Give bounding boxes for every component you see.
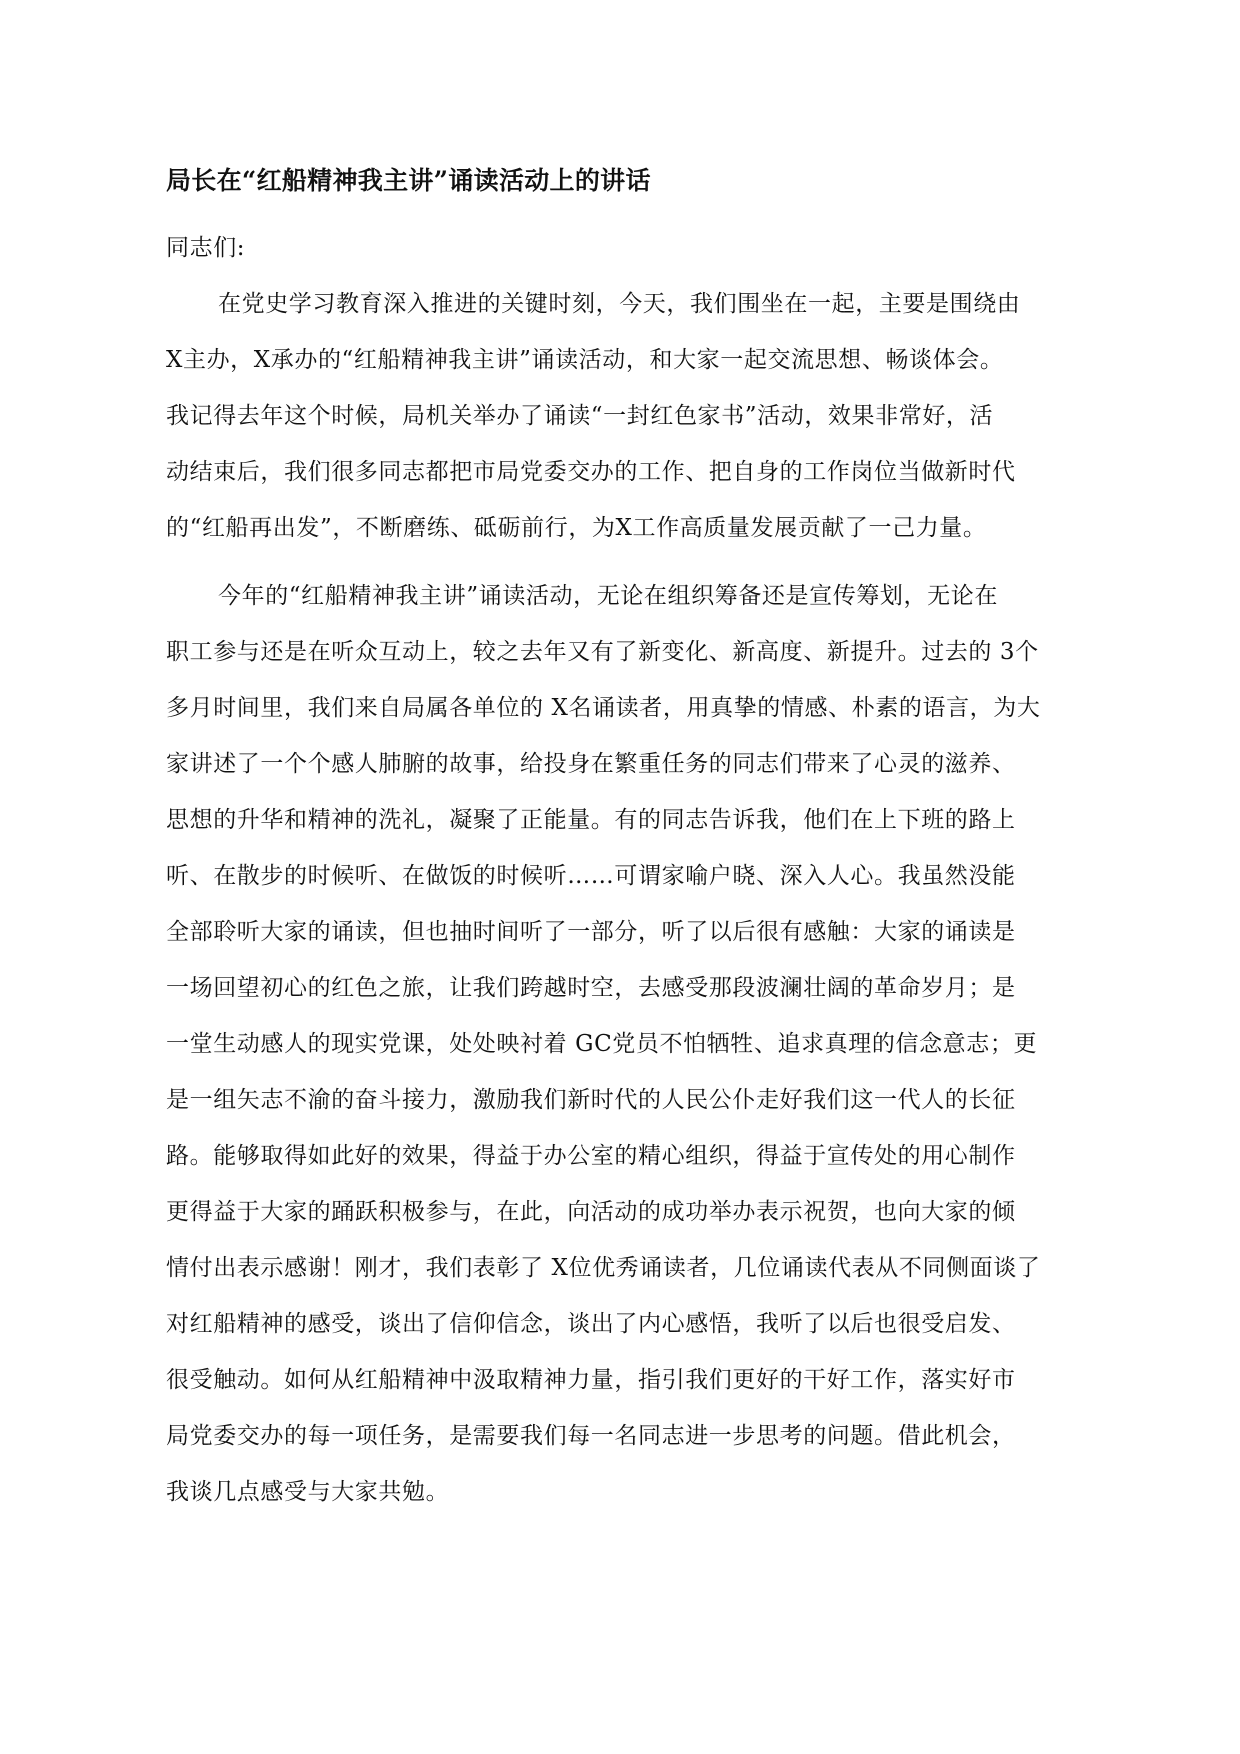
paragraph-line: 是一组矢志不渝的奋斗接力，激励我们新时代的人民公仆走好我们这一代人的长征 xyxy=(166,1087,1016,1113)
paragraph-line: 今年的“红船精神我主讲”诵读活动，无论在组织筹备还是宣传筹划，无论在 xyxy=(218,583,998,609)
paragraph-line: 思想的升华和精神的洗礼，凝聚了正能量。有的同志告诉我，他们在上下班的路上 xyxy=(166,807,1016,833)
salutation: 同志们: xyxy=(166,235,246,261)
paragraph-line: 听、在散步的时候听、在做饭的时候听……可谓家喻户晓、深入人心。我虽然没能 xyxy=(166,863,1016,889)
paragraph-line: 我谈几点感受与大家共勉。 xyxy=(166,1479,450,1505)
paragraph-line: 的“红船再出发”，不断磨练、砥砺前行，为X工作高质量发展贡献了一己力量。 xyxy=(166,515,987,541)
paragraph-line: 全部聆听大家的诵读，但也抽时间听了一部分，听了以后很有感触：大家的诵读是 xyxy=(166,919,1016,945)
paragraph-line: 局党委交办的每一项任务，是需要我们每一名同志进一步思考的问题。借此机会， xyxy=(166,1423,1016,1449)
paragraph-line: 路。能够取得如此好的效果，得益于办公室的精心组织，得益于宣传处的用心制作 xyxy=(166,1143,1016,1169)
paragraph-line: 一堂生动感人的现实党课，处处映衬着 GC党员不怕牺牲、追求真理的信念意志；更 xyxy=(166,1031,1038,1057)
document-title: 局长在“红船精神我主讲”诵读活动上的讲话 xyxy=(166,166,651,195)
paragraph-line: 一场回望初心的红色之旅，让我们跨越时空，去感受那段波澜壮阔的革命岁月；是 xyxy=(166,975,1016,1001)
paragraph-line: 情付出表示感谢！刚才，我们表彰了 X位优秀诵读者，几位诵读代表从不同侧面谈了 xyxy=(166,1255,1041,1281)
paragraph-line: 家讲述了一个个感人肺腑的故事，给投身在繁重任务的同志们带来了心灵的滋养、 xyxy=(166,751,1016,777)
paragraph-line: 动结束后，我们很多同志都把市局党委交办的工作、把自身的工作岗位当做新时代 xyxy=(166,459,1016,485)
paragraph-line: 更得益于大家的踊跃积极参与，在此，向活动的成功举办表示祝贺，也向大家的倾 xyxy=(166,1199,1016,1225)
paragraph-line: 对红船精神的感受，谈出了信仰信念，谈出了内心感悟，我听了以后也很受启发、 xyxy=(166,1311,1016,1337)
paragraph-line: 多月时间里，我们来自局属各单位的 X名诵读者，用真挚的情感、朴素的语言，为大 xyxy=(166,695,1041,721)
paragraph-line: X主办，X承办的“红船精神我主讲”诵读活动，和大家一起交流思想、畅谈体会。 xyxy=(166,347,1004,373)
paragraph-line: 很受触动。如何从红船精神中汲取精神力量，指引我们更好的干好工作，落实好市 xyxy=(166,1367,1016,1393)
paragraph-line: 在党史学习教育深入推进的关键时刻，今天，我们围坐在一起，主要是围绕由 xyxy=(218,291,1021,317)
paragraph-line: 职工参与还是在听众互动上，较之去年又有了新变化、新高度、新提升。过去的 3个 xyxy=(166,639,1039,665)
paragraph-line: 我记得去年这个时候，局机关举办了诵读“一封红色家书”活动，效果非常好，活 xyxy=(166,403,994,429)
